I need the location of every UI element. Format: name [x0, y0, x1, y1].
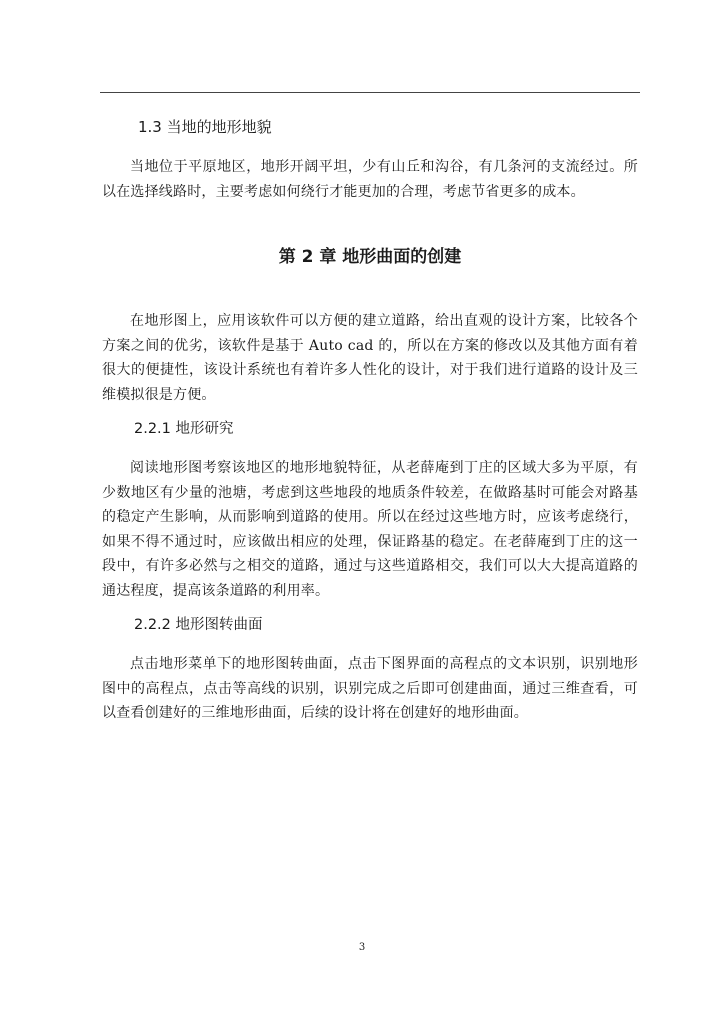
chapter-2-intro-paragraph: 在地形图上，应用该软件可以方便的建立道路，给出直观的设计方案，比较各个方案之间的优劣，该软件是基于 Auto cad 的，所以在方案的修改以及其他方面有着很大的便捷性，该设计系统也有着许多人性化的设计，对于我们进行道路的设计及三维模拟很是方便。 — [102, 313, 638, 403]
section-1-3-paragraph: 当地位于平原地区，地形开阔平坦，少有山丘和沟谷，有几条河的支流经过。所以在选择线路时，主要考虑如何绕行才能更加的合理，考虑节省更多的成本。 — [102, 159, 638, 200]
section-2-2-2-paragraph: 点击地形菜单下的地形图转曲面，点击下图界面的高程点的文本识别，识别地形图中的高程点，点击等高线的识别，识别完成之后即可创建曲面，通过三维查看，可以查看创建好的三维地形曲面，后续的设计将在创建好的地形曲面。 — [102, 656, 638, 721]
section-2-2-2-heading: 2.2.2 地形图转曲面 — [134, 617, 263, 633]
section-2-2-1-paragraph: 阅读地形图考察该地区的地形地貌特征，从老薛庵到丁庄的区域大多为平原，有少数地区有少量的池塘，考虑到这些地段的地质条件较差，在做路基时可能会对路基的稳定产生影响，从而影响到道路的使用。所以在经过这些地方时，应该考虑绕行，如果不得不通过时，应该做出相应的处理，保证路基的稳定。在老薛庵到丁庄的这一段中，有许多必然与之相交的道路，通过与这些道路相交，我们可以大大提高道路的通达程度，提高该条道路的利用率。 — [102, 460, 638, 599]
header-rule — [100, 92, 640, 93]
document-body — [102, 110, 638, 726]
page-number: 3 — [358, 942, 366, 953]
chapter-2-title: 第 2 章 地形曲面的创建 — [278, 247, 462, 267]
section-2-2-1-heading: 2.2.1 地形研究 — [134, 421, 234, 437]
section-1-3-heading: 1.3 当地的地形地貌 — [138, 118, 272, 136]
